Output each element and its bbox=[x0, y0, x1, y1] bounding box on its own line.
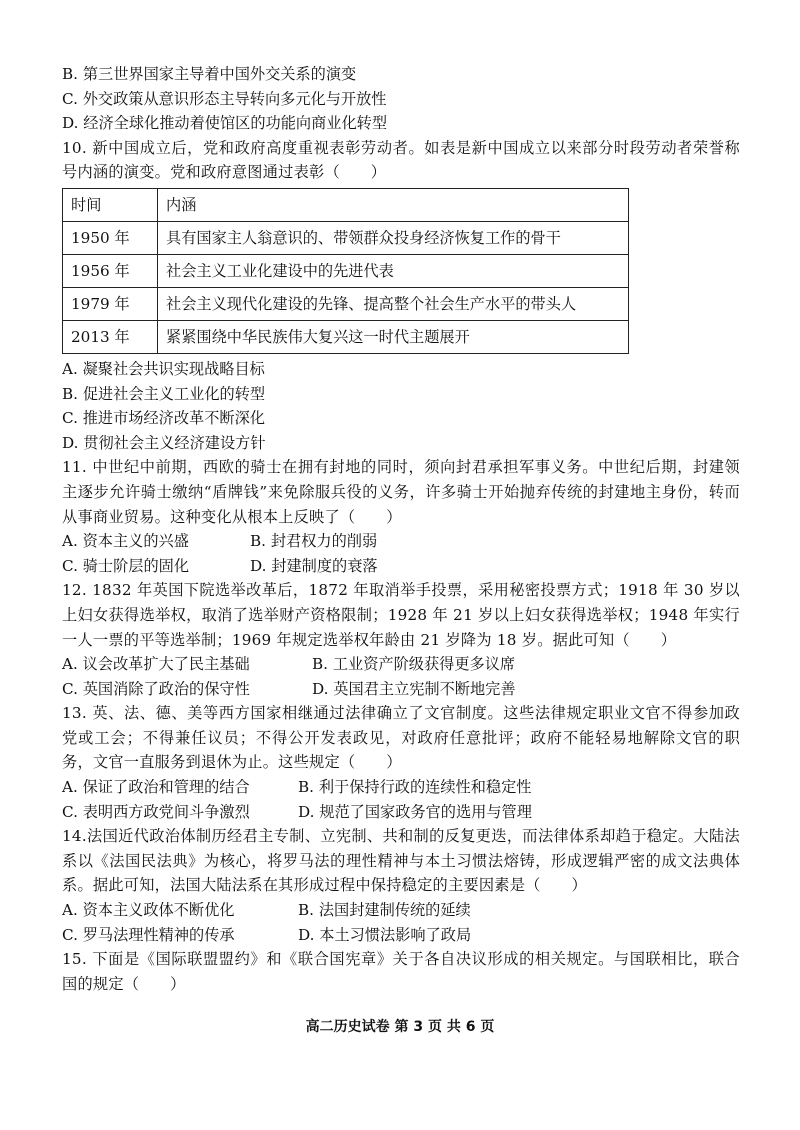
q12-option-d: D. 英国君主立宪制不断地完善 bbox=[312, 679, 516, 698]
q12-option-a: A. 议会改革扩大了民主基础 bbox=[62, 655, 250, 674]
q10-option-d: D. 贯彻社会主义经济建设方针 bbox=[62, 433, 266, 452]
table-cell-meaning: 紧紧围绕中华民族伟大复兴这一时代主题展开 bbox=[158, 320, 629, 353]
q10-option-c: C. 推进市场经济改革不断深化 bbox=[62, 409, 265, 428]
q13-stem: 13. 英、法、德、美等西方国家相继通过法律确立了文官制度。这些法律规定职业文官不得参加政党或工会；不得兼任议员；不得公开发表政见，对政府任意批评；政府不能轻易地解除文官的职务，文官一直服务到退休为止。这些规定（ ） bbox=[62, 704, 740, 772]
q11-option-a: A. 资本主义的兴盛 bbox=[62, 532, 189, 551]
table-row bbox=[63, 254, 629, 287]
page-content bbox=[62, 62, 740, 996]
q11-options-row-2 bbox=[62, 554, 740, 579]
q12-options-row-1 bbox=[62, 652, 740, 677]
table-cell-meaning: 社会主义工业化建设中的先进代表 bbox=[158, 254, 629, 287]
table-cell-year: 1950 年 bbox=[63, 221, 158, 254]
q11-option-c: C. 骑士阶层的固化 bbox=[62, 556, 190, 575]
q14-option-d: D. 本土习惯法影响了政局 bbox=[298, 925, 472, 944]
q11-option-b: B. 封君权力的削弱 bbox=[250, 532, 378, 551]
q10-option-a: A. 凝聚社会共识实现战略目标 bbox=[62, 359, 265, 378]
q13-option-d: D. 规范了国家政务官的选用与管理 bbox=[298, 802, 532, 821]
table-cell-year: 1979 年 bbox=[63, 287, 158, 320]
q12-option-b: B. 工业资产阶级获得更多议席 bbox=[312, 655, 516, 674]
q10-option-b: B. 促进社会主义工业化的转型 bbox=[62, 384, 266, 403]
table-row bbox=[63, 221, 629, 254]
q11-options-row-1 bbox=[62, 529, 740, 554]
q13-options-row-1 bbox=[62, 775, 740, 800]
table-row bbox=[63, 287, 629, 320]
q11-stem: 11. 中世纪中前期，西欧的骑士在拥有封地的同时，须向封君承担军事义务。中世纪后期，封建领主逐步允许骑士缴纳“盾牌钱”来免除服兵役的义务，许多骑士开始抛弃传统的封建地主身份，转而从事商业贸易。这种变化从根本上反映了（ ） bbox=[62, 458, 740, 526]
q10-stem: 10. 新中国成立后，党和政府高度重视表彰劳动者。如表是新中国成立以来部分时段劳动者荣誉称号内涵的演变。党和政府意图通过表彰（ ） bbox=[62, 138, 740, 182]
table-header-row bbox=[63, 188, 629, 221]
table-cell-meaning: 具有国家主人翁意识的、带领群众投身经济恢复工作的骨干 bbox=[158, 221, 629, 254]
table-cell-year: 2013 年 bbox=[63, 320, 158, 353]
q14-option-c: C. 罗马法理性精神的传承 bbox=[62, 925, 235, 944]
q10-table bbox=[62, 188, 629, 354]
table-cell-meaning: 社会主义现代化建设的先锋、提高整个社会生产水平的带头人 bbox=[158, 287, 629, 320]
q13-options-row-2 bbox=[62, 800, 740, 825]
q12-stem: 12. 1832 年英国下院选举改革后，1872 年取消举手投票，采用秘密投票方式；1918 年 30 岁以上妇女获得选举权，取消了选举财产资格限制；1928 年 21 岁以上妇女获得选举权；1948 年实行一人一票的平等选举制；1969 年规定选举权年龄由 21 岁降为 18 岁。据此可知（ ） bbox=[62, 581, 740, 649]
q12-option-c: C. 英国消除了政治的保守性 bbox=[62, 679, 250, 698]
q14-stem: 14.法国近代政治体制历经君主专制、立宪制、共和制的反复更迭，而法律体系却趋于稳定。大陆法系以《法国民法典》为核心，将罗马法的理性精神与本土习惯法熔铸，形成逻辑严密的成文法典体系。据此可知，法国大陆法系在其形成过程中保持稳定的主要因素是（ ） bbox=[62, 827, 740, 895]
q15-stem: 15. 下面是《国际联盟盟约》和《联合国宪章》关于各自决议形成的相关规定。与国联相比，联合国的规定（ ） bbox=[62, 950, 740, 993]
page-footer: 高二历史试卷 第 3 页 共 6 页 bbox=[305, 1019, 495, 1035]
q9-option-d: D. 经济全球化推动着使馆区的功能向商业化转型 bbox=[62, 114, 388, 133]
q9-option-b: B. 第三世界国家主导着中国外交关系的演变 bbox=[62, 65, 357, 83]
q13-option-c: C. 表明西方政党间斗争激烈 bbox=[62, 802, 250, 821]
table-header-meaning: 内涵 bbox=[158, 188, 629, 221]
q11-option-d: D. 封建制度的衰落 bbox=[250, 556, 378, 575]
q9-option-c: C. 外交政策从意识形态主导转向多元化与开放性 bbox=[62, 89, 387, 108]
q14-options-row-2 bbox=[62, 923, 740, 948]
q13-option-b: B. 利于保持行政的连续性和稳定性 bbox=[298, 778, 532, 797]
q14-option-b: B. 法国封建制传统的延续 bbox=[298, 901, 471, 920]
q12-options-row-2 bbox=[62, 677, 740, 702]
q14-option-a: A. 资本主义政体不断优化 bbox=[62, 901, 235, 920]
q14-options-row-1 bbox=[62, 898, 740, 923]
q13-option-a: A. 保证了政治和管理的结合 bbox=[62, 778, 250, 797]
table-row bbox=[63, 320, 629, 353]
table-header-time: 时间 bbox=[63, 188, 158, 221]
table-cell-year: 1956 年 bbox=[63, 254, 158, 287]
